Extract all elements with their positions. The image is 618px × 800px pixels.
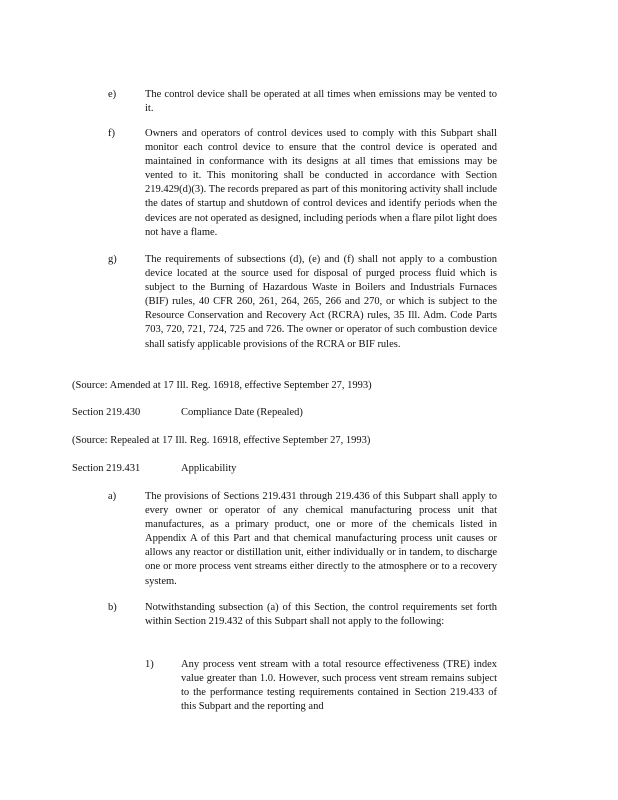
subsection-a-text: The provisions of Sections 219.431 through 219.436 of this Subpart shall apply to every owner or operator of any chemical manufacturing process unit that manufactures, as a primary product, one or more of the chemicals listed in Appendix A of this Part and that chemical manufacturing process unit causes or allows any reactor or distillation unit, either individually or in tandem, to discharge one or more process vent streams either directly to the atmosphere or to a recovery system. <box>145 491 497 587</box>
section-431-number: Section 219.431 <box>72 463 141 474</box>
source-note-repealed: (Source: Repealed at 17 Ill. Reg. 16918, effective September 27, 1993) <box>72 435 371 446</box>
subsection-b1-text: Any process vent stream with a total resource effectiveness (TRE) index value greater than 1.0. However, such process vent stream remains subject to the performance testing requirements contained in Section 219.433 of this Subpart and the reporting and <box>181 659 497 713</box>
paragraph-g-text: The requirements of subsections (d), (e) and (f) shall not apply to a combustion device located at the source used for disposal of purged process fluid which is subject to the Burning of Hazardous Waste in Boilers and Industrials Furnaces (BIF) rules, 40 CFR 260, 261, 264, 265, 266 and 270, or which is subject to the Resource Conservation and Recovery Act (RCRA) rules, 35 Ill. Adm. Code Parts 703, 720, 721, 724, 725 and 726. The owner or operator of such combustion device shall satisfy applicable provisions of the RCRA or BIF rules. <box>145 254 497 350</box>
paragraph-e-text: The control device shall be operated at all times when emissions may be vented to it. <box>145 89 497 115</box>
subsection-b-marker: b) <box>108 602 117 613</box>
section-430-title: Compliance Date (Repealed) <box>181 407 303 418</box>
paragraph-e-marker: e) <box>108 89 117 100</box>
paragraph-f-text: Owners and operators of control devices used to comply with this Subpart shall monitor each control device to ensure that the control device is operated and maintained in conformance with its designs at all times that emissions may be vented to it. This monitoring shall be conducted in accordance with Section 219.429(d)(3). The records prepared as part of this monitoring activity shall include the dates of startup and shutdown of control devices and identify periods when the devices are not operated as designed, including periods when a flare pilot light does not have a flame. <box>145 128 497 238</box>
subsection-b-text: Notwithstanding subsection (a) of this Section, the control requirements set forth within Section 219.432 of this Subpart shall not apply to the following: <box>145 602 497 628</box>
source-note-amended: (Source: Amended at 17 Ill. Reg. 16918, effective September 27, 1993) <box>72 380 372 391</box>
subsection-b1-marker: 1) <box>145 659 154 670</box>
section-430-number: Section 219.430 <box>72 407 141 418</box>
paragraph-f-marker: f) <box>108 128 115 139</box>
paragraph-g-marker: g) <box>108 254 117 265</box>
section-431-title: Applicability <box>181 463 237 474</box>
subsection-a-marker: a) <box>108 491 117 502</box>
